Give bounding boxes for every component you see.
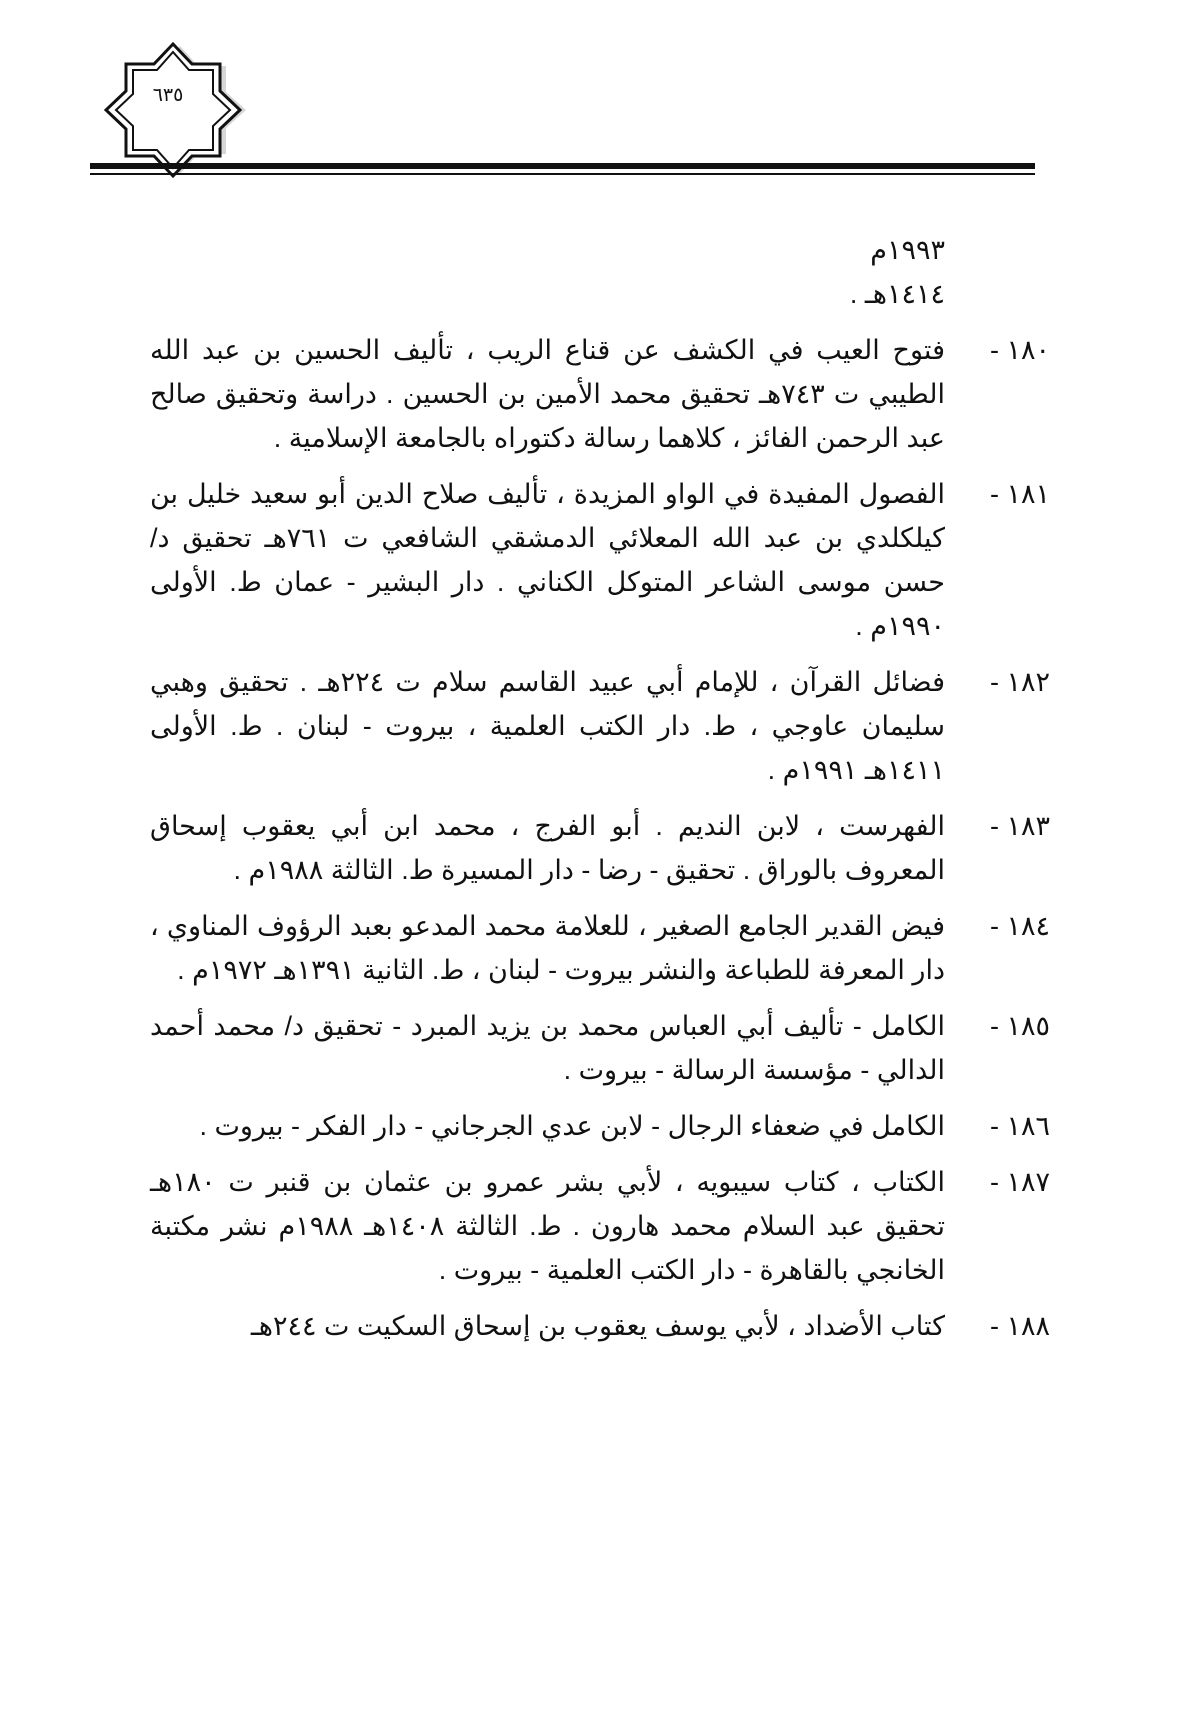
entry-text: الكتاب ، كتاب سيبويه ، لأبي بشر عمرو بن عثمان بن قنبر ت ١٨٠هـ تحقيق عبد السلام محمد هارون . ط. الثالثة ١٤٠٨هـ ١٩٨٨م نشر مكتبة الخانجي بالقاهرة - دار الكتب العلمية - بيروت . — [150, 1167, 945, 1285]
entry-number: ١٨٢ - — [989, 667, 1050, 697]
eight-point-star-frame-icon — [98, 40, 248, 180]
bibliography-entry — [150, 472, 1050, 648]
bibliography-entry — [150, 1160, 1050, 1292]
continued-line: ١٩٩٣م — [870, 235, 945, 265]
entry-number: ١٨١ - — [989, 479, 1050, 509]
bibliography-entry — [150, 804, 1050, 892]
header-rule — [90, 163, 1035, 169]
entry-number: ١٨٤ - — [989, 911, 1050, 941]
entry-number: ١٨٨ - — [989, 1311, 1050, 1341]
page-number-ornament — [98, 40, 248, 180]
entry-number: ١٨٥ - — [989, 1011, 1050, 1041]
entry-number: ١٨٣ - — [989, 811, 1050, 841]
entry-text: الكامل في ضعفاء الرجال - لابن عدي الجرجاني - دار الفكر - بيروت . — [199, 1111, 945, 1141]
bibliography-entry — [150, 660, 1050, 792]
bibliography-entry — [150, 1304, 1050, 1348]
entry-text: الفهرست ، لابن النديم . أبو الفرج ، محمد ابن أبي يعقوب إسحاق المعروف بالوراق . تحقيق - رضا - دار المسيرة ط. الثالثة ١٩٨٨م . — [150, 811, 945, 885]
header-rule-secondary — [90, 173, 1035, 175]
bibliography-entry — [150, 328, 1050, 460]
entry-text: فتوح العيب في الكشف عن قناع الريب ، تأليف الحسين بن عبد الله الطيبي ت ٧٤٣هـ تحقيق محمد الأمين بن الحسين . دراسة وتحقيق صالح عبد الرحمن الفائز ، كلاهما رسالة دكتوراه بالجامعة الإسلامية . — [150, 335, 945, 453]
bibliography-entry — [150, 1004, 1050, 1092]
bibliography-list — [150, 228, 1050, 1348]
entry-text: الكامل - تأليف أبي العباس محمد بن يزيد المبرد - تحقيق د/ محمد أحمد الدالي - مؤسسة الرسالة - بيروت . — [150, 1011, 945, 1085]
entry-text: فيض القدير الجامع الصغير ، للعلامة محمد المدعو بعبد الرؤوف المناوي ، دار المعرفة للطباعة والنشر بيروت - لبنان ، ط. الثانية ١٣٩١هـ ١٩٧٢م . — [150, 911, 945, 985]
entry-number: ١٨٠ - — [989, 335, 1050, 365]
entry-number: ١٨٦ - — [989, 1111, 1050, 1141]
entry-text: فضائل القرآن ، للإمام أبي عبيد القاسم سلام ت ٢٢٤هـ . تحقيق وهبي سليمان عاوجي ، ط. دار الكتب العلمية ، بيروت - لبنان . ط. الأولى ١٤١١هـ ١٩٩١م . — [150, 667, 946, 785]
bibliography-entry — [150, 904, 1050, 992]
continued-line: ١٤١٤هـ . — [849, 279, 945, 309]
entry-number: ١٨٧ - — [989, 1167, 1050, 1197]
page-number: ٦٣٥ — [152, 84, 184, 106]
bibliography-entry — [150, 1104, 1050, 1148]
entry-text: كتاب الأضداد ، لأبي يوسف يعقوب بن إسحاق السكيت ت ٢٤٤هـ — [250, 1311, 945, 1341]
entry-text: الفصول المفيدة في الواو المزيدة ، تأليف صلاح الدين أبو سعيد خليل بن كيلكلدي بن عبد الله المعلائي الدمشقي الشافعي ت ٧٦١هـ تحقيق د/ حسن موسى الشاعر المتوكل الكناني . دار البشير - عمان ط. الأولى ١٩٩٠م . — [150, 479, 945, 641]
